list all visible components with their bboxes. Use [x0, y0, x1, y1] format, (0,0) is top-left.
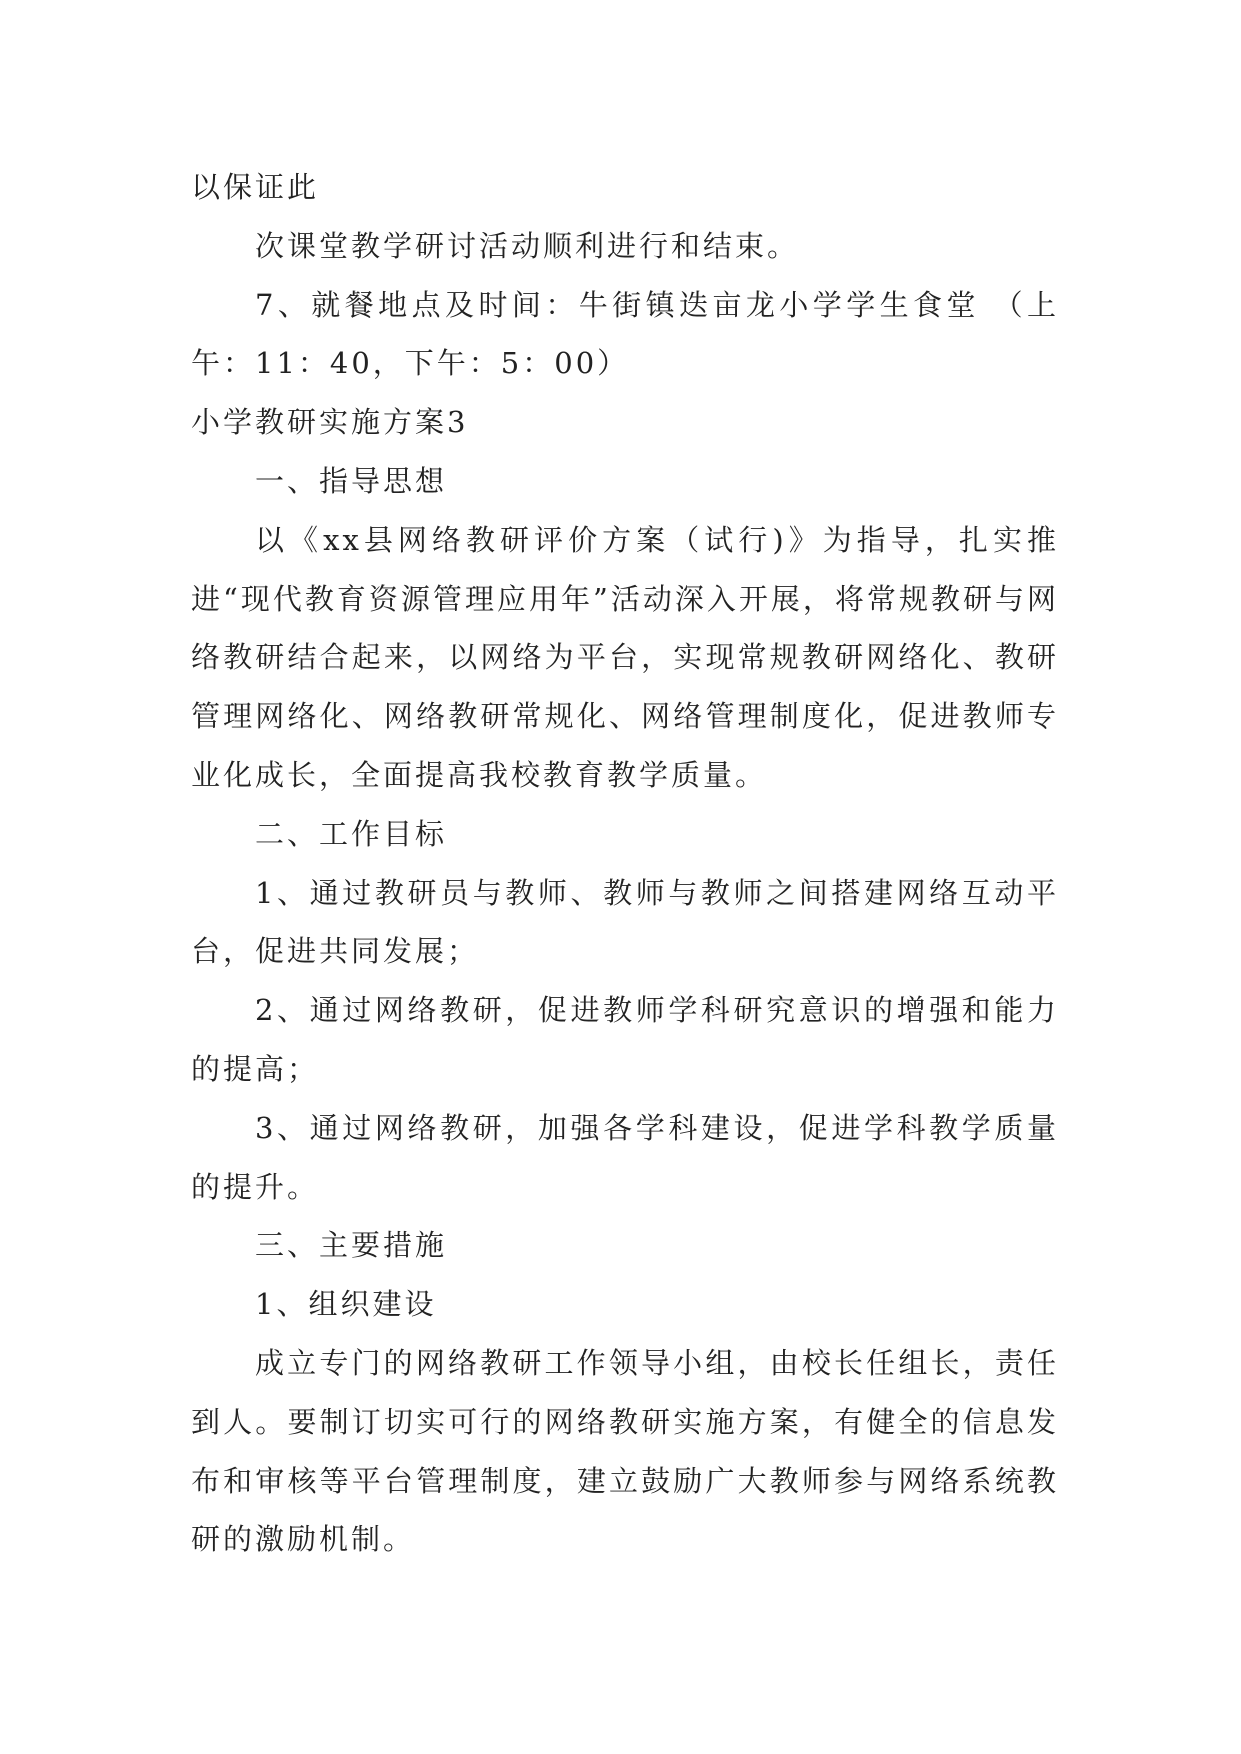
list-item: 2、通过网络教研，促进教师学科研究意识的增强和能力的提高；: [191, 993, 1059, 1086]
section-heading: 一、指导思想: [255, 463, 448, 498]
section-heading: 小学教研实施方案3: [191, 405, 469, 440]
section-heading: 三、主要措施: [255, 1228, 448, 1263]
section-heading: 二、工作目标: [255, 816, 448, 851]
paragraph: 成立专门的网络教研工作领导小组，由校长任组长，责任到人。要制订切实可行的网络教研实施方案，有健全的信息发布和审核等平台管理制度，建立鼓励广大教师参与网络系统教研的激励机制。: [191, 1345, 1059, 1557]
list-item: 3、通过网络教研，加强各学科建设，促进学科教学质量的提升。: [191, 1110, 1059, 1204]
list-item: 1、通过教研员与教师、教师与教师之间搭建网络互动平台，促进共同发展；: [191, 875, 1059, 969]
paragraph: 7、就餐地点及时间：牛街镇迭亩龙小学学生食堂 （上午：11：40，下午：5：00）: [191, 287, 1059, 381]
paragraph: 次课堂教学研讨活动顺利进行和结束。: [255, 228, 800, 263]
subsection-heading: 1、组织建设: [255, 1287, 437, 1322]
paragraph: 以《xx县网络教研评价方案（试行)》为指导，扎实推进“现代教育资源管理应用年”活动深入开展，将常规教研与网络教研结合起来，以网络为平台，实现常规教研网络化、教研管理网络化、网络教研常规化、网络管理制度化，促进教师专业化成长，全面提高我校教育教学质量。: [191, 522, 1059, 792]
paragraph: 以保证此: [191, 170, 320, 204]
document-body: [191, 158, 1059, 1569]
